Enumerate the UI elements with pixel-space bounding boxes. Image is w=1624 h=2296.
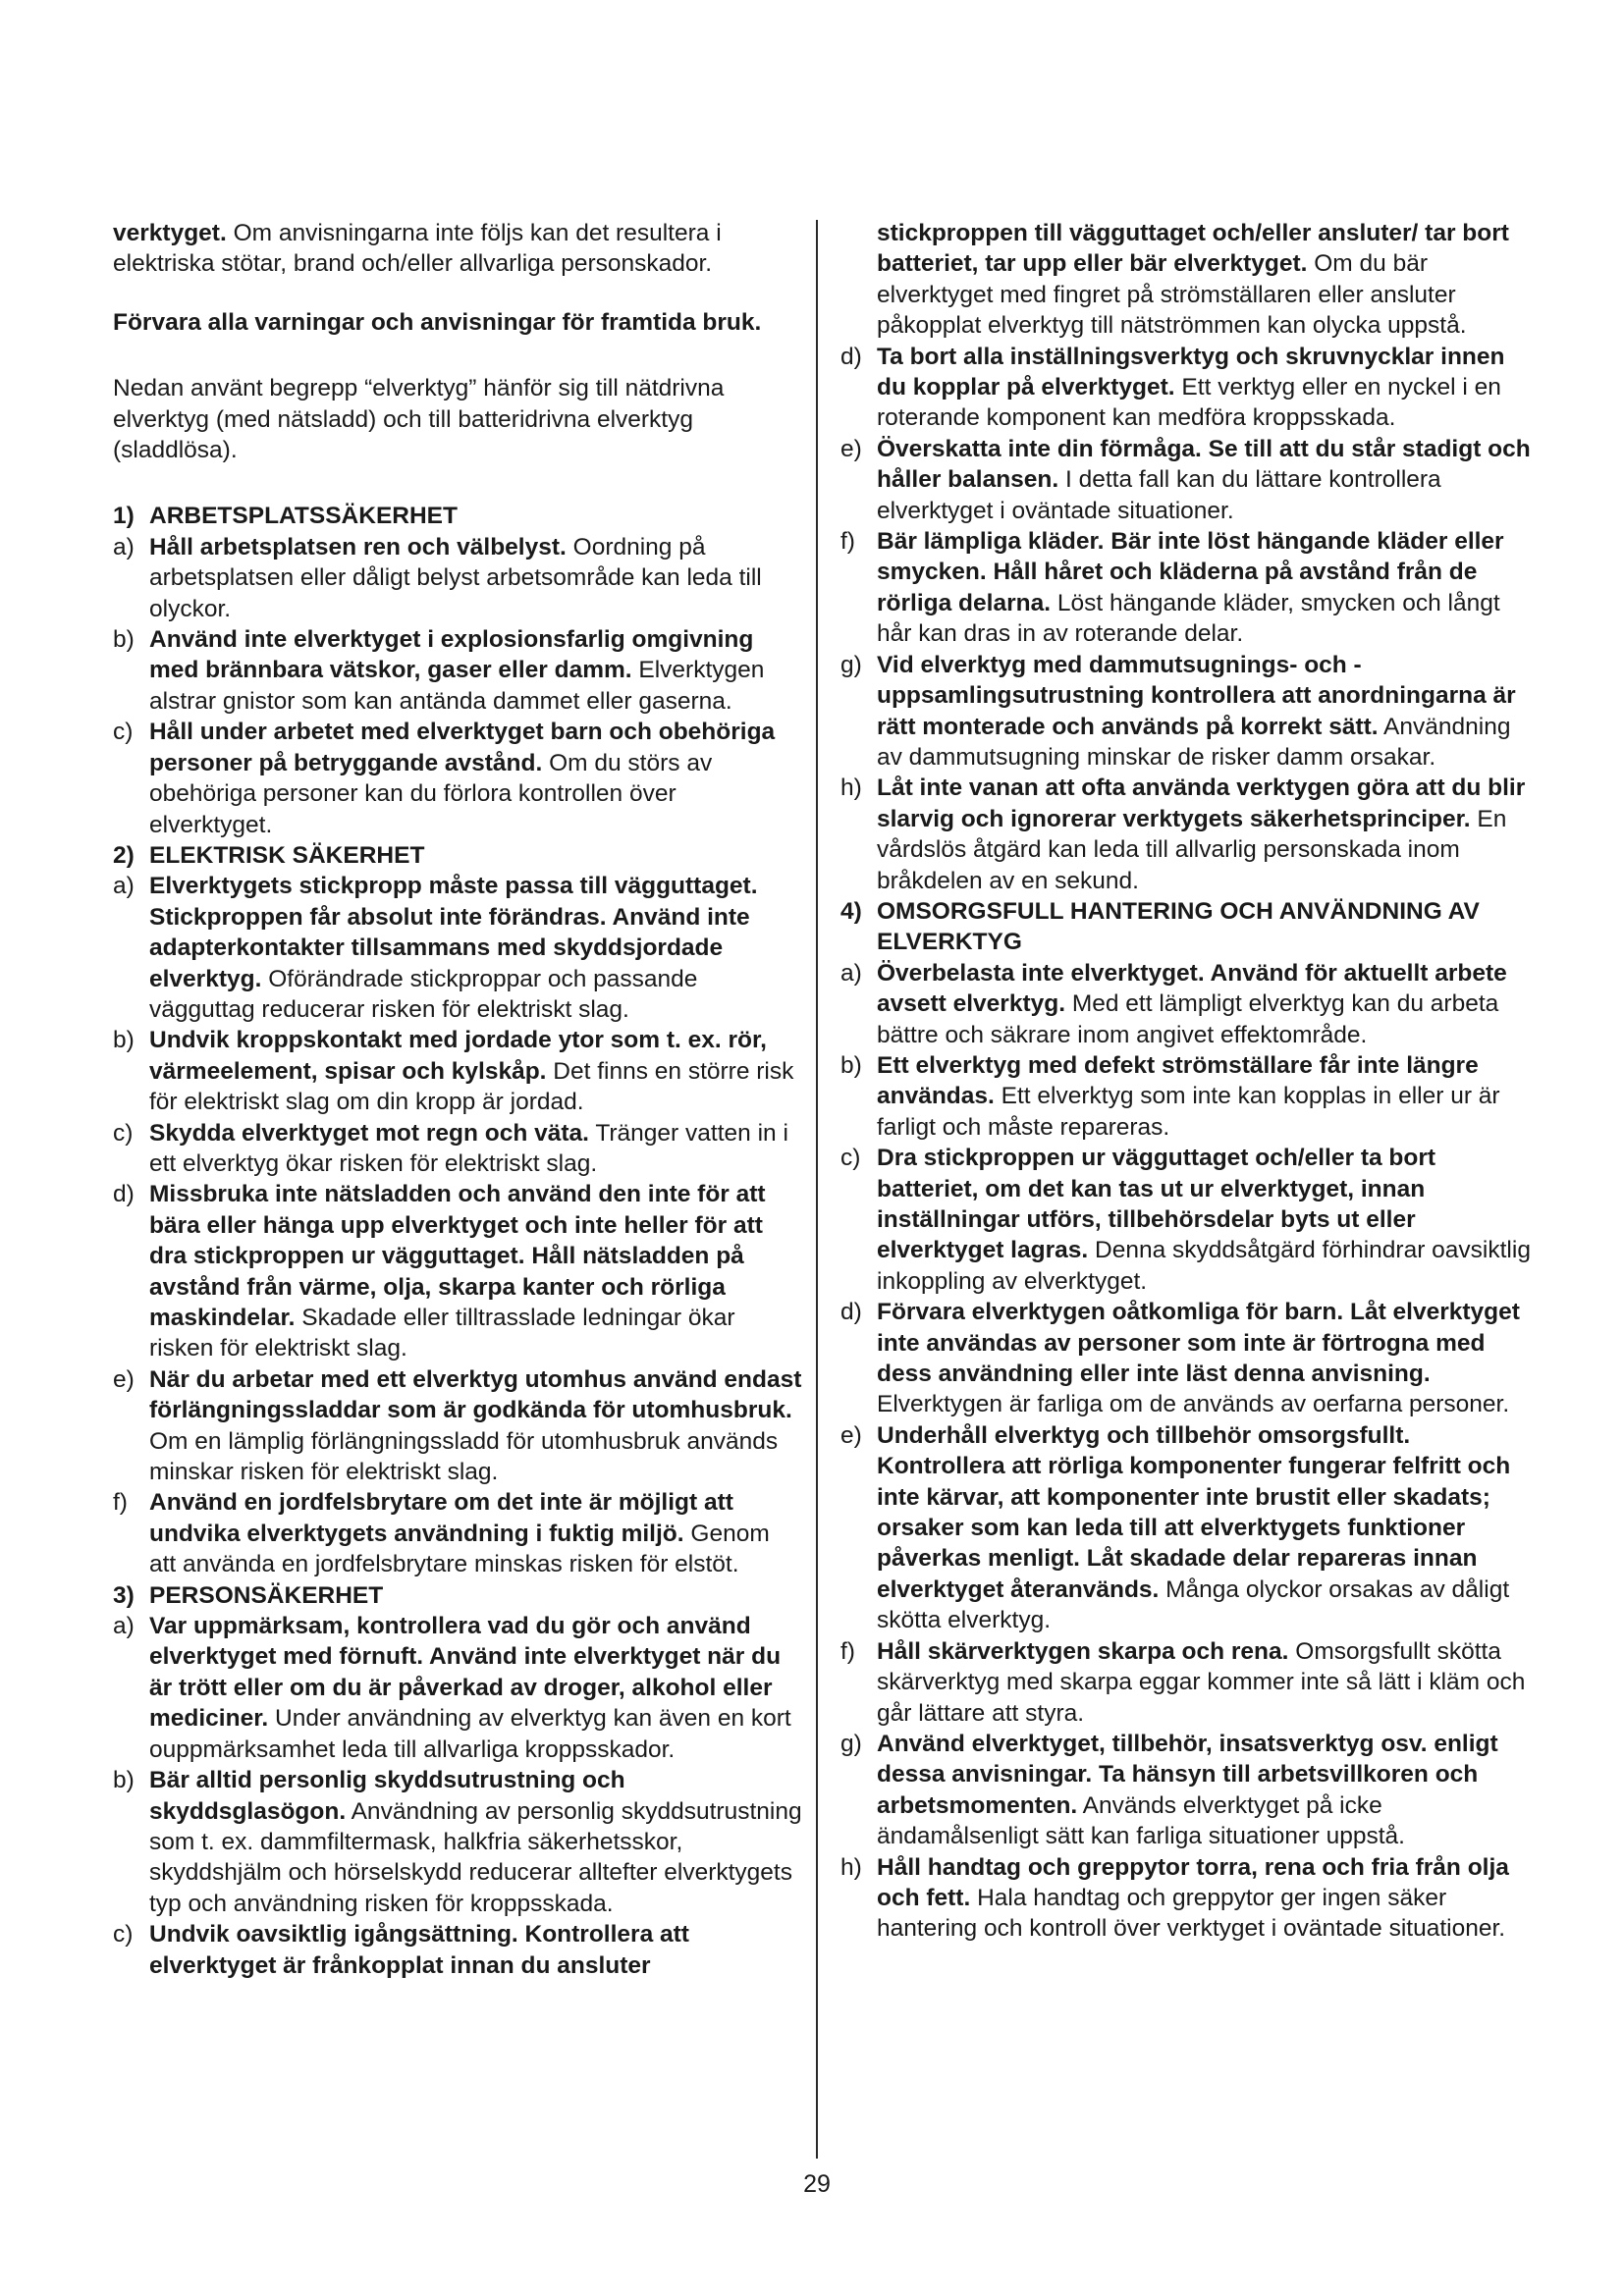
list-item: b) Bär alltid personlig skyddsutrustning och skyddsglasögon. Användning av personlig skyddsutrustning som t. ex. dammfiltermask, halkfria säkerhetsskor, skyddshjälm och hörselskydd reducerar alltefter elverktygets typ och användning risken för kroppsskada. [113, 1767, 802, 1917]
right-column [840, 218, 1532, 1945]
section-heading-1: 1) ARBETSPLATSSÄKERHET [113, 503, 458, 530]
list-item: f) Använd en jordfelsbrytare om det inte är möjligt att undvika elverktygets användning i fuktig miljö. Genom att använda en jordfelsbrytare minskas risken för elstöt. [113, 1489, 770, 1578]
section-heading-3: 3) PERSONSÄKERHET [113, 1581, 384, 1609]
column-divider [816, 220, 818, 2159]
list-item: b) Använd inte elverktyget i explosionsfarlig omgivning med brännbara vätskor, gaser eller damm. Elverktygen alstrar gnistor som kan antända dammet eller gaserna. [113, 626, 765, 715]
list-item: b) Ett elverktyg med defekt strömställare får inte längre användas. Ett elverktyg som inte kan kopplas in eller ur är farligt och måste repareras. [840, 1051, 1500, 1141]
section-heading-4: 4) OMSORGSFULL HANTERING OCH ANVÄNDNING AV ELVERKTYG [840, 897, 1480, 956]
list-item-continued: stickproppen till vägguttaget och/eller ansluter/ tar bort batteriet, tar upp eller bär elverktyget. Om du bär elverktyget med fingret på strömställaren eller ansluter påkopplat elverktyg till nätströmmen kan olycka uppstå. [877, 220, 1509, 340]
list-item: f) Bär lämpliga kläder. Bär inte löst hängande kläder eller smycken. Håll håret och kläderna på avstånd från de rörliga delarna. Löst hängande kläder, smycken och långt hår kan dras in av roterande delar. [840, 528, 1504, 648]
list-item: h) Håll handtag och greppytor torra, rena och fria från olja och fett. Hala handtag och greppytor ger ingen säker hantering och kontroll över verktyget i oväntade situationer. [840, 1853, 1509, 1943]
intro-paragraph: verktyget. Om anvisningarna inte följs kan det resultera i elektriska stötar, brand och/eller allvarliga personskador. [113, 220, 722, 278]
list-item: c) Undvik oavsiktlig igångsättning. Kontrollera att elverktyget är frånkopplat innan du ansluter [113, 1921, 689, 1979]
list-item: a) Håll arbetsplatsen ren och välbelyst. Oordning på arbetsplatsen eller dåligt belyst arbetsområde kan leda till olyckor. [113, 533, 762, 622]
list-item: c) Håll under arbetet med elverktyget barn och obehöriga personer på betryggande avstånd. Om du störs av obehöriga personer kan du förlora kontrollen över elverktyget. [113, 719, 776, 838]
list-item: d) Ta bort alla inställningsverktyg och skruvnycklar innen du kopplar på elverktyget. Ett verktyg eller en nyckel i en roterande komponent kan medföra kroppsskada. [840, 343, 1505, 432]
list-item: b) Undvik kroppskontakt med jordade ytor som t. ex. rör, värmeelement, spisar och kylskåp. Det finns en större risk för elektriskt slag om din kropp är jordad. [113, 1027, 794, 1116]
list-item: g) Vid elverktyg med dammutsugnings- och -uppsamlingsutrustning kontrollera att anordningarna är rätt monterade och används på korrekt sätt. Användning av dammutsugning minskar de risker damm orsakar. [840, 651, 1516, 771]
list-item: a) Var uppmärksam, kontrollera vad du gör och använd elverktyget med förnuft. Använd inte elverktyget när du är trött eller om du är påverkad av droger, alkohol eller mediciner. Under användning av elverktyg kan även en kort ouppmärksamhet leda till allvarliga kroppsskador. [113, 1613, 791, 1763]
list-item: c) Skydda elverktyget mot regn och väta. Tränger vatten in i ett elverktyg ökar risken för elektriskt slag. [113, 1119, 788, 1177]
list-item: e) När du arbetar med ett elverktyg utomhus använd endast förlängningssladdar som är godkända för utomhusbruk. Om en lämplig förlängningssladd för utomhusbruk används minskar risken för elektriskt slag. [113, 1365, 802, 1486]
list-item: e) Överskatta inte din förmåga. Se till att du står stadigt och håller balansen. I detta fall kan du lättare kontrollera elverktyget i oväntade situationer. [840, 435, 1531, 524]
intro-definition: Nedan använt begrepp “elverktyg” hänför sig till nätdrivna elverktyg (med nätsladd) och till batteridrivna elverktyg (sladdlösa). [113, 375, 725, 464]
list-item: g) Använd elverktyget, tillbehör, insatsverktyg osv. enligt dessa anvisningar. Ta hänsyn till arbetsvillkoren och arbetsmomenten. Används elverktyget på icke ändamålsenligt sätt kan farliga situationer uppstå. [840, 1730, 1498, 1850]
page-number: 29 [803, 2170, 831, 2198]
section-heading-2: 2) ELEKTRISK SÄKERHET [113, 841, 425, 869]
list-item: d) Förvara elverktygen oåtkomliga för barn. Låt elverktyget inte användas av personer som inte är förtrogna med dess användning eller inte läst denna anvisning. Elverktygen är farliga om de används av oerfarna personer. [840, 1299, 1520, 1418]
list-item: a) Överbelasta inte elverktyget. Använd för aktuellt arbete avsett elverktyg. Med ett lämpligt elverktyg kan du arbeta bättre och säkrare inom angivet effektområde. [840, 959, 1507, 1048]
intro-keep-instructions: Förvara alla varningar och anvisningar för framtida bruk. [113, 308, 762, 336]
list-item: d) Missbruka inte nätsladden och använd den inte för att bära eller hänga upp elverktyget och inte heller för att dra stickproppen ur vägguttaget. Håll nätsladden på avstånd från värme, olja, skarpa kanter och rörliga maskindelar. Skadade eller tilltrasslade ledningar ökar risken för elektriskt slag. [113, 1181, 766, 1362]
list-item: e) Underhåll elverktyg och tillbehör omsorgsfullt. Kontrollera att rörliga komponenter fungerar felfritt och inte kärvar, att komponenter inte brustit eller skadats; orsaker som kan leda till att elverktygets funktioner påverkas menligt. Låt skadade delar repareras innan elverktyget återanvänds. Många olyckor orsakas av dåligt skötta elverktyg. [840, 1421, 1511, 1634]
list-item: h) Låt inte vanan att ofta använda verktygen göra att du blir slarvig och ignorerar verktygets säkerhetsprinciper. En vårdslös åtgärd kan leda till allvarlig personskada inom bråkdelen av en sekund. [840, 774, 1526, 894]
left-column [113, 218, 802, 1981]
list-item: f) Håll skärverktygen skarpa och rena. Omsorgsfullt skötta skärverktyg med skarpa eggar kommer inte så lätt i kläm och går lättare att styra. [840, 1637, 1526, 1727]
list-item: c) Dra stickproppen ur vägguttaget och/eller ta bort batteriet, om det kan tas ut ur elverktyget, innan inställningar utförs, tillbehörsdelar byts ut eller elverktyget lagras. Denna skyddsåtgärd förhindrar oavsiktlig inkoppling av elverktyget. [840, 1145, 1531, 1295]
list-item: a) Elverktygets stickpropp måste passa till vägguttaget. Stickproppen får absolut inte förändras. Använd inte adapterkontakter tillsammans med skyddsjordade elverktyg. Oförändrade stickproppar och passande vägguttag reducerar risken för elektriskt slag. [113, 873, 758, 1023]
